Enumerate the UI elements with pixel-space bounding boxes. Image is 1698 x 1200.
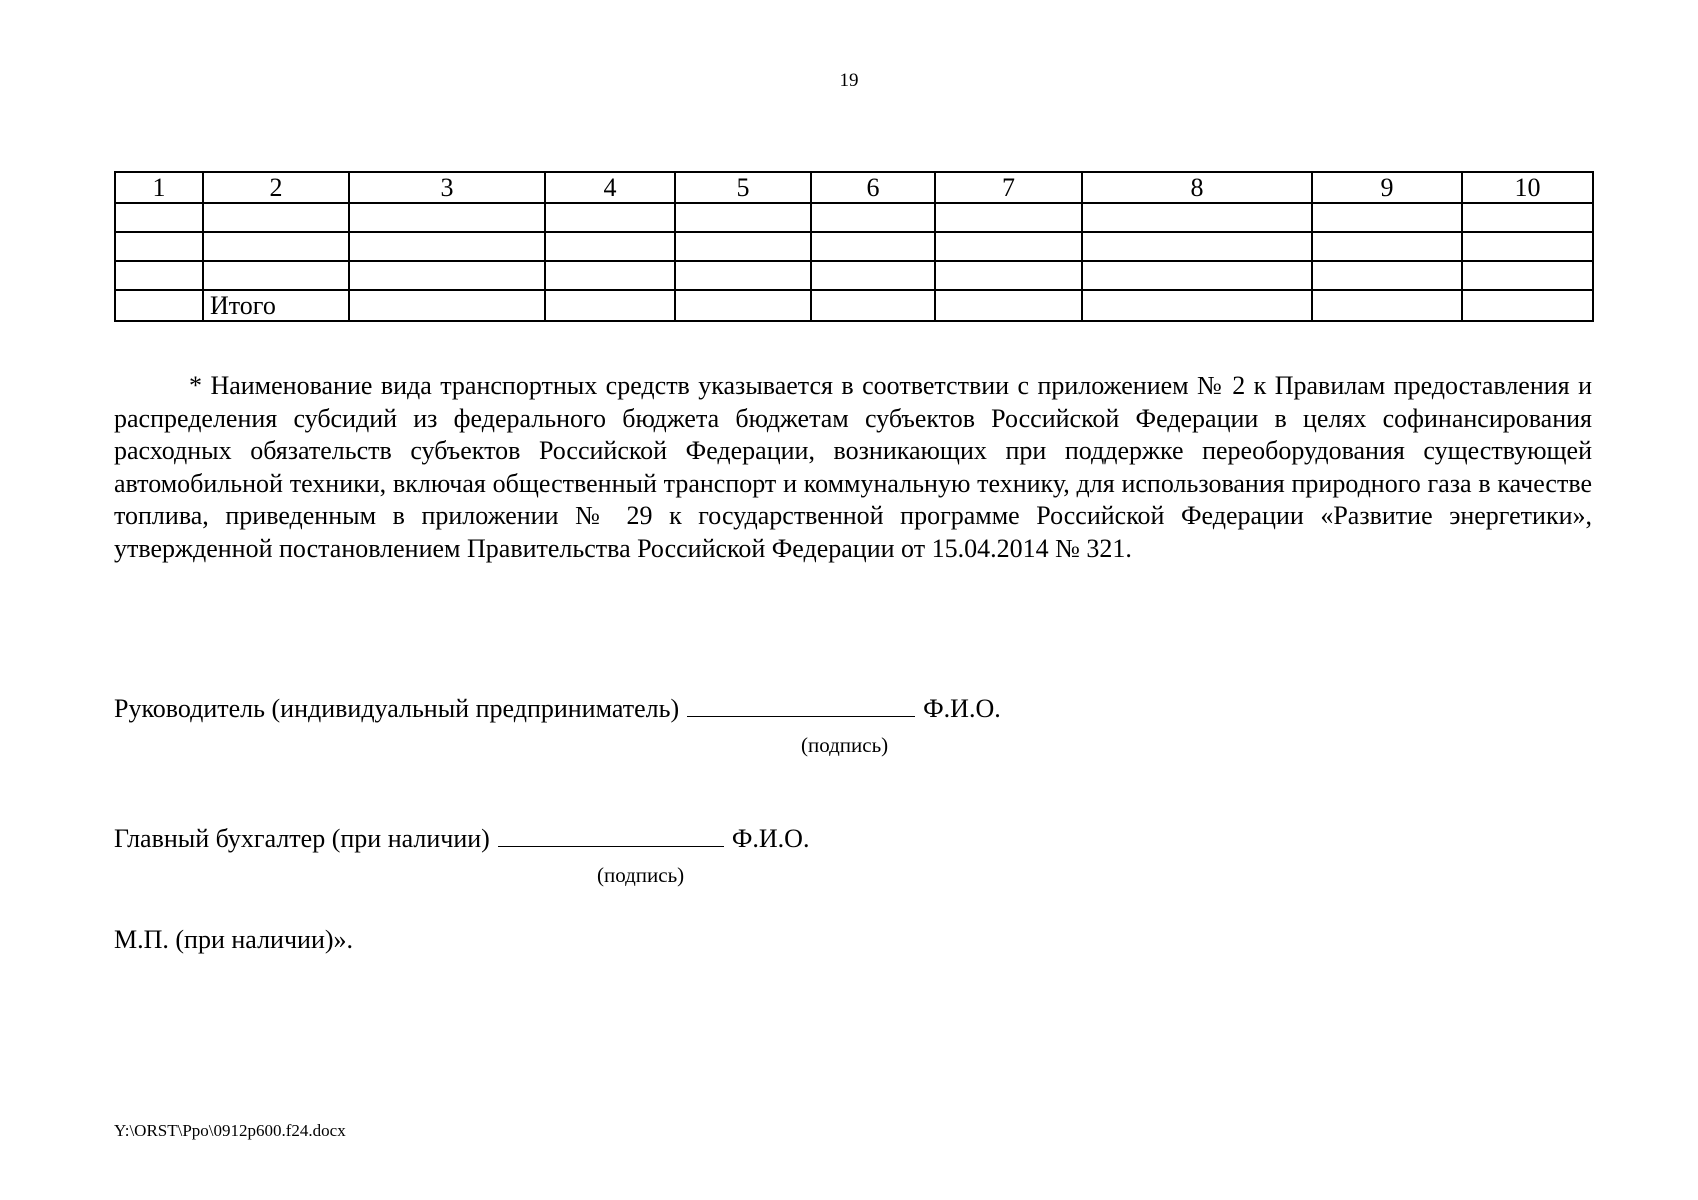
table-cell — [545, 290, 675, 321]
table-row — [115, 203, 1593, 232]
table-cell — [1082, 232, 1312, 261]
table-cell — [935, 232, 1082, 261]
accountant-signature-line — [114, 824, 809, 854]
table-cell — [935, 261, 1082, 290]
table-cell — [811, 290, 935, 321]
table-cell — [1312, 290, 1462, 321]
table-cell — [811, 261, 935, 290]
table-cell — [1462, 203, 1593, 232]
table-header-row — [115, 172, 1593, 203]
report-table — [114, 171, 1594, 322]
total-label: Итого — [203, 290, 349, 321]
head-signature-line — [114, 694, 1001, 724]
column-number: 10 — [1462, 172, 1593, 203]
table-cell — [1312, 203, 1462, 232]
column-number: 1 — [115, 172, 203, 203]
table-cell — [935, 290, 1082, 321]
table-cell — [115, 261, 203, 290]
table-cell — [545, 203, 675, 232]
column-number: 7 — [935, 172, 1082, 203]
table-cell — [115, 290, 203, 321]
table-cell — [1082, 261, 1312, 290]
table-cell — [349, 290, 545, 321]
table-cell — [203, 203, 349, 232]
stamp-note: М.П. (при наличии)». — [114, 925, 354, 954]
table-row — [115, 261, 1593, 290]
table-row — [115, 232, 1593, 261]
table-cell — [1462, 232, 1593, 261]
table-cell — [115, 203, 203, 232]
table-cell — [1082, 203, 1312, 232]
head-signature-label: Руководитель (индивидуальный предприниматель) — [114, 694, 680, 723]
table-cell — [935, 203, 1082, 232]
table-cell — [349, 203, 545, 232]
table-cell — [1462, 261, 1593, 290]
table-cell — [545, 232, 675, 261]
table-cell — [203, 261, 349, 290]
table-cell — [1082, 290, 1312, 321]
accountant-signature-caption: (подпись) — [597, 863, 685, 887]
footnote: * Наименование вида транспортных средств указывается в соответствии с приложением № 2 к Правилам предоставления и распределения субсидий из федерального бюджета бюджетам субъектов Российской Федерации в целях софинансирования расходных обязательств субъектов Российской Федерации, возникающих при поддержке переоборудования существующей автомобильной техники, включая общественный транспорт и коммунальную технику, для использования природного газа в качестве топлива, приведенным в приложении № 29 к государственной программе Российской Федерации «Развитие энергетики», утвержденной постановлением Правительства Российской Федерации от 15.04.2014 № 321. — [114, 371, 1592, 563]
table-cell — [349, 261, 545, 290]
column-number: 2 — [203, 172, 349, 203]
head-signature-caption: (подпись) — [801, 733, 889, 757]
column-number: 9 — [1312, 172, 1462, 203]
column-number: 5 — [675, 172, 811, 203]
table-cell — [675, 203, 811, 232]
accountant-fio-label: Ф.И.О. — [731, 824, 810, 853]
table-cell — [1462, 290, 1593, 321]
table-cell — [1312, 232, 1462, 261]
accountant-signature-label: Главный бухгалтер (при наличии) — [114, 824, 490, 853]
table-total-row — [115, 290, 1593, 321]
table-cell — [1312, 261, 1462, 290]
column-number: 6 — [811, 172, 935, 203]
table-cell — [675, 290, 811, 321]
table-cell — [349, 232, 545, 261]
table-cell — [203, 232, 349, 261]
table-cell — [115, 232, 203, 261]
table-cell — [811, 232, 935, 261]
column-number: 4 — [545, 172, 675, 203]
signature-blank — [498, 826, 724, 847]
file-path: Y:\ORST\Ppo\0912p600.f24.docx — [114, 1121, 346, 1140]
column-number: 8 — [1082, 172, 1312, 203]
column-number: 3 — [349, 172, 545, 203]
table-cell — [545, 261, 675, 290]
table-cell — [675, 232, 811, 261]
signature-blank — [687, 696, 915, 717]
table-cell — [811, 203, 935, 232]
page-number: 19 — [839, 70, 859, 91]
head-fio-label: Ф.И.О. — [923, 694, 1001, 723]
table-cell — [675, 261, 811, 290]
